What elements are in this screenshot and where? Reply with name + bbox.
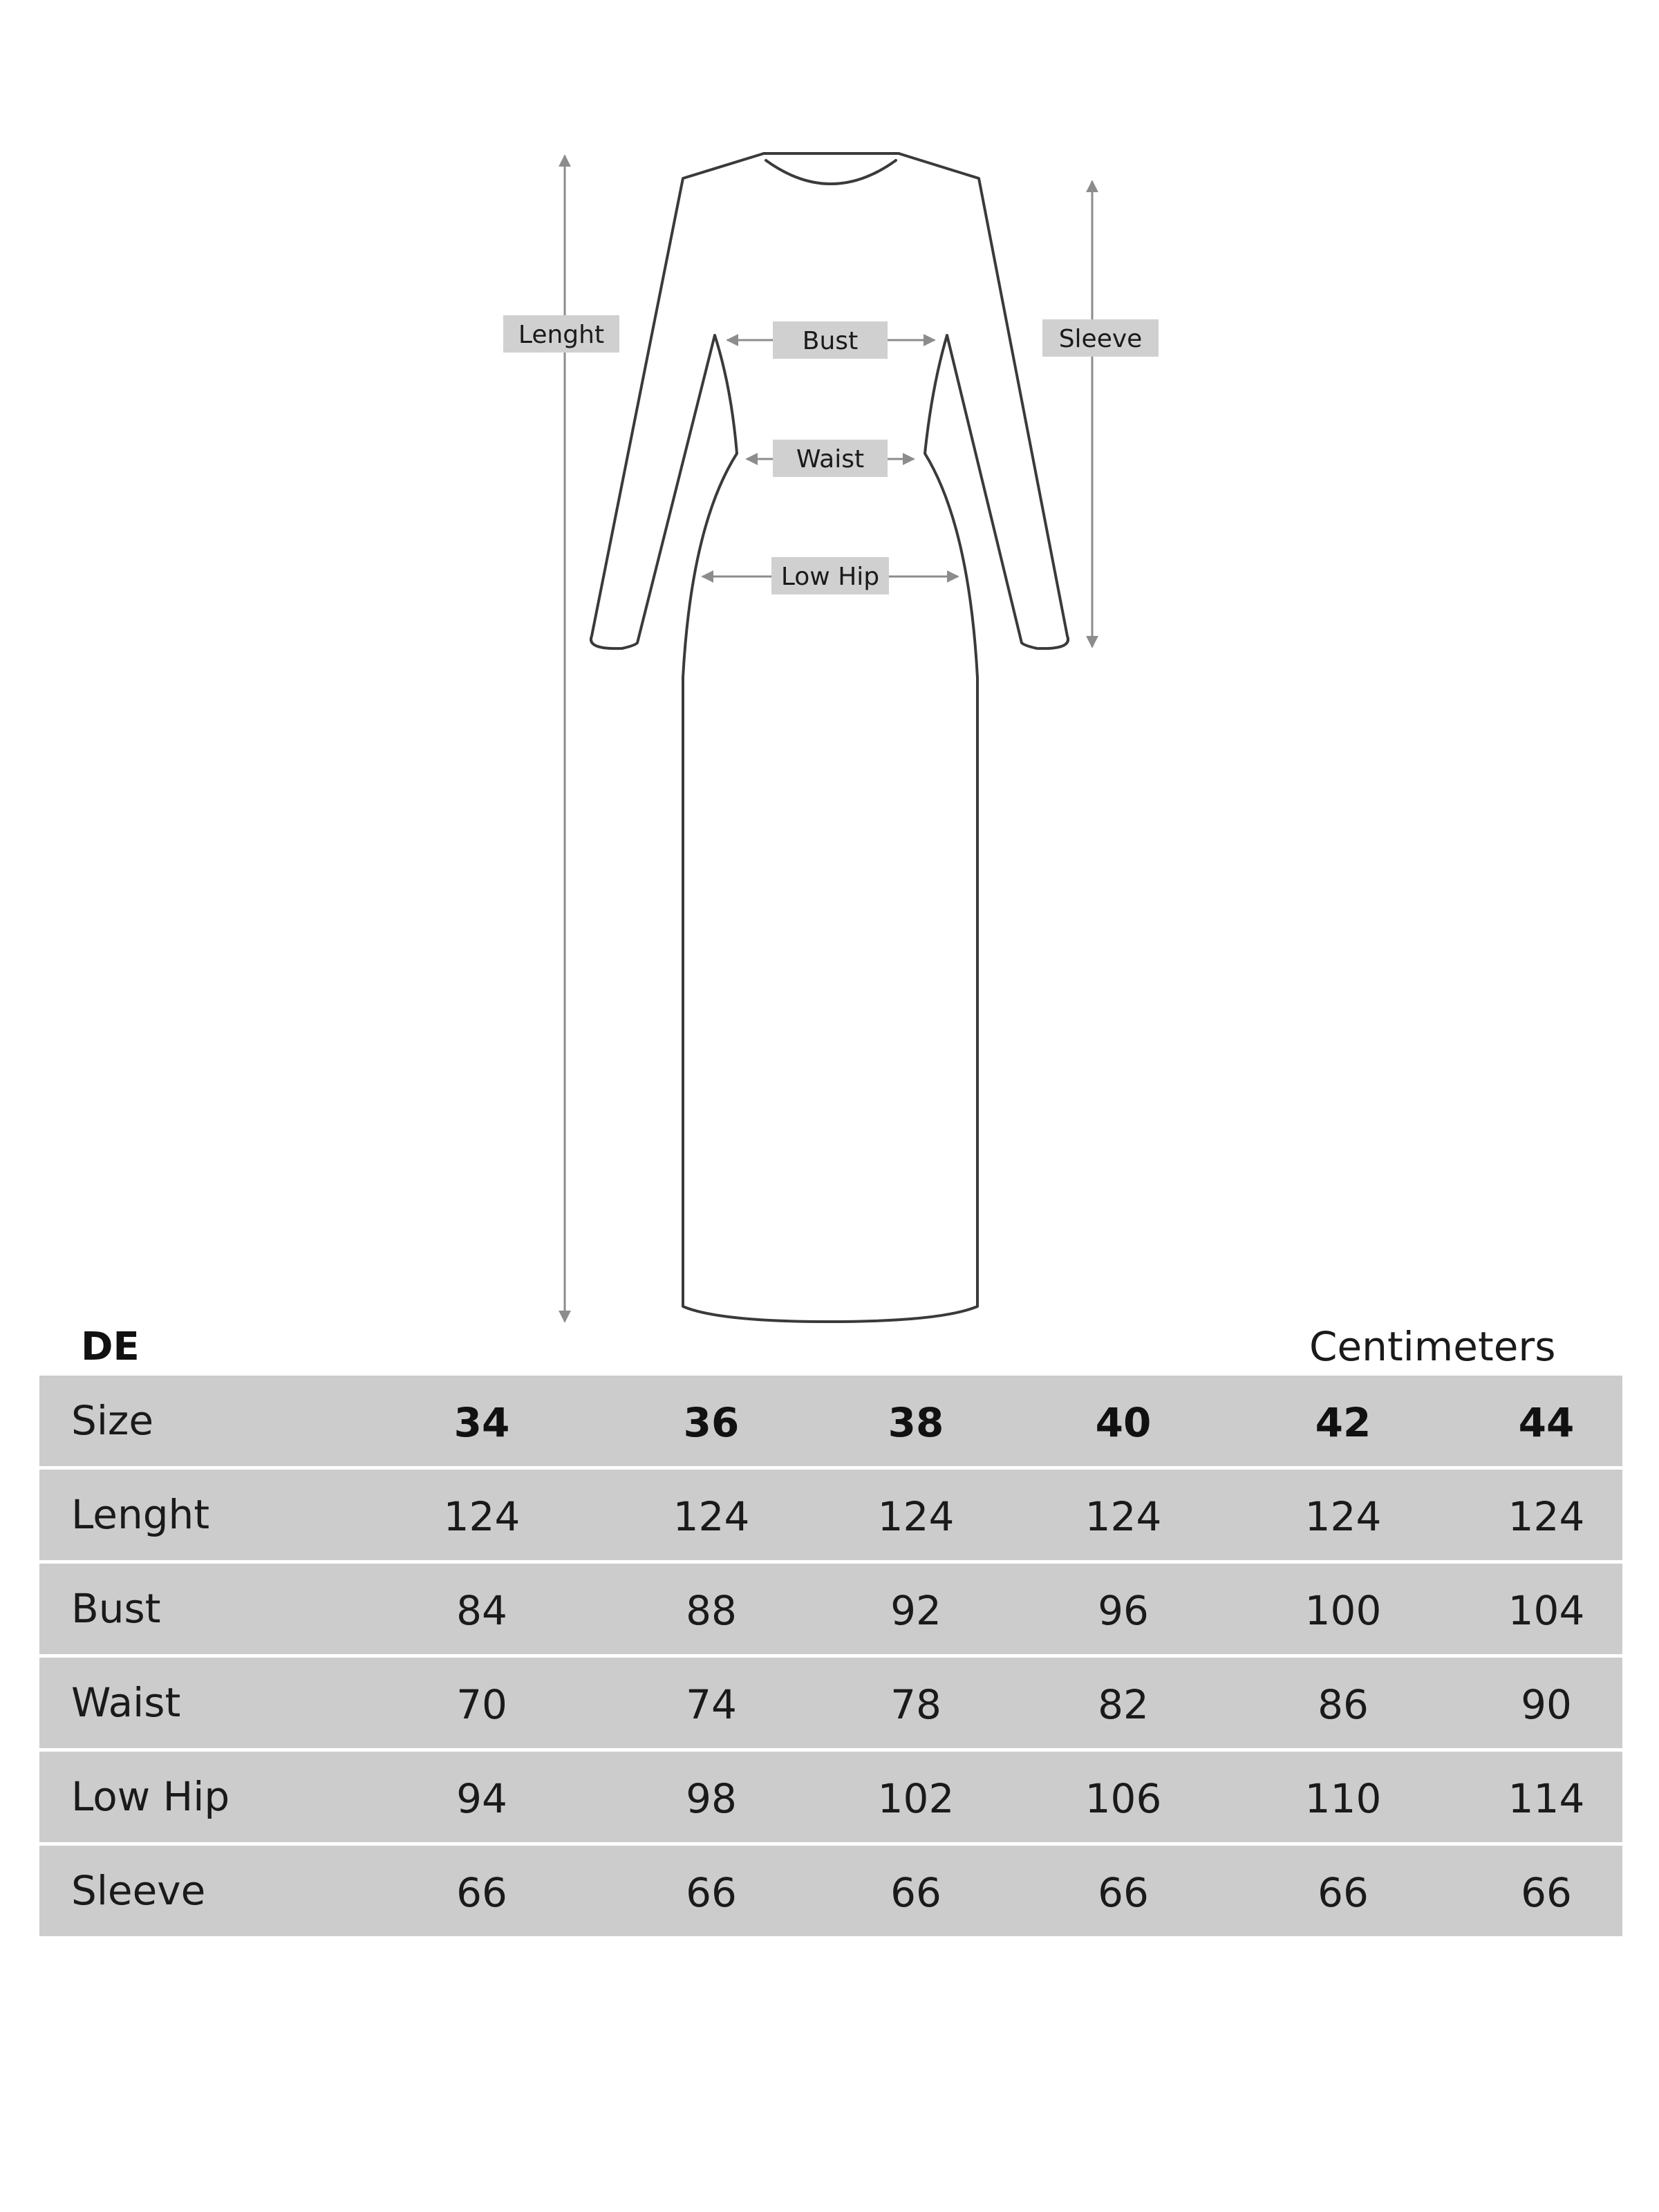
size-table	[39, 1376, 1622, 1940]
value-cell: 66	[1521, 1869, 1572, 1916]
value-cell: 104	[1508, 1587, 1585, 1634]
value-cell: 66	[456, 1869, 507, 1916]
svg-text:Sleeve: Sleeve	[1058, 325, 1143, 353]
waist-label	[773, 440, 888, 477]
unit-label: Centimeters	[1309, 1323, 1556, 1370]
value-cell: 106	[1085, 1775, 1162, 1822]
row-label: Waist	[71, 1679, 181, 1726]
value-cell: 124	[1304, 1493, 1382, 1540]
size-cell: 36	[683, 1399, 740, 1446]
size-cell: 44	[1518, 1399, 1575, 1446]
region-label: DE	[81, 1324, 140, 1369]
table-row-sleeve	[39, 1846, 1622, 1936]
table-row-low-hip	[39, 1752, 1622, 1842]
size-cell: 34	[453, 1399, 510, 1446]
row-label: Lenght	[71, 1491, 210, 1538]
value-cell: 100	[1304, 1587, 1382, 1634]
value-cell: 90	[1521, 1681, 1572, 1728]
value-cell: 124	[443, 1493, 521, 1540]
svg-text:Bust: Bust	[802, 327, 859, 355]
svg-text:Waist: Waist	[796, 445, 865, 474]
value-cell: 66	[1318, 1869, 1369, 1916]
table-row-bust	[39, 1564, 1622, 1654]
value-cell: 70	[456, 1681, 507, 1728]
svg-text:Lenght: Lenght	[518, 321, 605, 349]
low-hip-label	[771, 557, 889, 594]
size-cell: 38	[888, 1399, 944, 1446]
row-label: Bust	[71, 1585, 161, 1632]
value-cell: 96	[1098, 1587, 1149, 1634]
value-cell: 124	[1508, 1493, 1585, 1540]
table-row-length	[39, 1470, 1622, 1560]
value-cell: 88	[686, 1587, 737, 1634]
row-label: Low Hip	[71, 1773, 230, 1820]
value-cell: 110	[1304, 1775, 1382, 1822]
size-cell: 40	[1095, 1399, 1152, 1446]
value-cell: 78	[890, 1681, 941, 1728]
row-label: Sleeve	[71, 1867, 206, 1914]
value-cell: 84	[456, 1587, 507, 1634]
value-cell: 102	[877, 1775, 955, 1822]
value-cell: 114	[1508, 1775, 1585, 1822]
value-cell: 94	[456, 1775, 507, 1822]
value-cell: 124	[877, 1493, 955, 1540]
value-cell: 124	[1085, 1493, 1162, 1540]
table-header-row	[39, 1376, 1622, 1466]
sleeve-label	[1042, 319, 1159, 357]
length-label	[503, 315, 619, 353]
value-cell: 92	[890, 1587, 941, 1634]
value-cell: 66	[686, 1869, 737, 1916]
value-cell: 66	[1098, 1869, 1149, 1916]
bust-label	[773, 321, 888, 359]
value-cell: 74	[686, 1681, 737, 1728]
value-cell: 82	[1098, 1681, 1149, 1728]
svg-text:Low Hip: Low Hip	[780, 563, 880, 591]
value-cell: 66	[890, 1869, 941, 1916]
value-cell: 124	[673, 1493, 750, 1540]
value-cell: 98	[686, 1775, 737, 1822]
table-row-waist	[39, 1658, 1622, 1748]
value-cell: 86	[1318, 1681, 1369, 1728]
row-label: Size	[71, 1397, 154, 1444]
size-cell: 42	[1315, 1399, 1371, 1446]
